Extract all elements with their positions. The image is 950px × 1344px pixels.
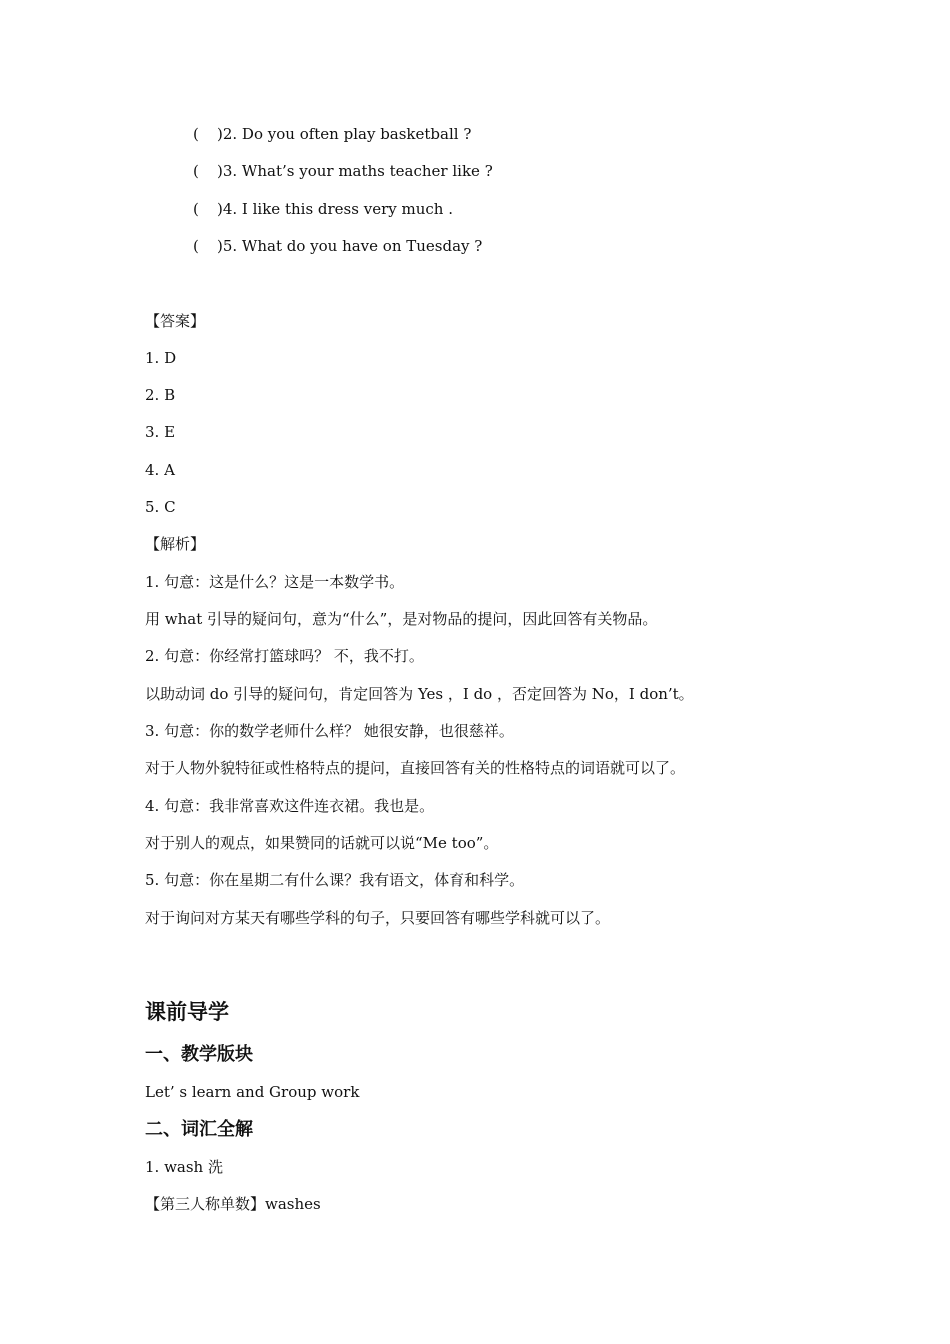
question-2 [193,124,471,144]
answer-paren: ( [193,237,199,255]
analysis-heading: 【解析】 [145,535,206,553]
question-3 [193,161,493,181]
analysis-line: 4. 句意：我非常喜欢这件连衣裙。我也是。 [145,797,435,815]
section-title: 课前导学 [145,1000,229,1024]
analysis-line: 3. 句意：你的数学老师什么样？ 她很安静，也很慈祥。 [145,722,514,740]
answer-item: 5. C [145,498,176,516]
analysis-line: 1. 句意：这是什么？这是一本数学书。 [145,573,405,591]
answer-paren: ( [193,125,199,143]
section-text: Let’ s learn and Group work [145,1083,360,1101]
analysis-line: 对于询问对方某天有哪些学科的句子，只要回答有哪些学科就可以了。 [145,909,611,927]
question-text: )4. I like this dress very much . [217,200,453,218]
answer-item: 1. D [145,349,177,367]
answer-item: 3. E [145,423,176,441]
answer-paren: ( [193,200,199,218]
answer-item: 2. B [145,386,176,404]
question-text: )2. Do you often play basketball ? [217,125,472,143]
subsection-heading: 一、教学版块 [145,1044,253,1065]
question-5 [193,236,482,256]
question-text: )5. What do you have on Tuesday ? [217,237,483,255]
analysis-line: 对于人物外貌特征或性格特点的提问，直接回答有关的性格特点的词语就可以了。 [145,759,686,777]
analysis-line: 对于别人的观点，如果赞同的话就可以说“Me too”。 [145,834,499,852]
answer-heading: 【答案】 [145,312,206,330]
question-4 [193,199,453,219]
analysis-line: 2. 句意：你经常打篮球吗？ 不，我不打。 [145,647,424,665]
answer-paren: ( [193,162,199,180]
vocab-form: 【第三人称单数】washes [145,1195,321,1213]
vocab-item: 1. wash 洗 [145,1158,223,1176]
subsection-heading: 二、词汇全解 [145,1119,253,1140]
analysis-line: 以助动词 do 引导的疑问句，肯定回答为 Yes ，I do ，否定回答为 No，I don’t。 [145,685,694,703]
question-text: )3. What’s your maths teacher like ? [217,162,493,180]
analysis-line: 5. 句意：你在星期二有什么课？我有语文，体育和科学。 [145,871,525,889]
answer-item: 4. A [145,461,175,479]
analysis-line: 用 what 引导的疑问句，意为“什么”，是对物品的提问，因此回答有关物品。 [145,610,658,628]
